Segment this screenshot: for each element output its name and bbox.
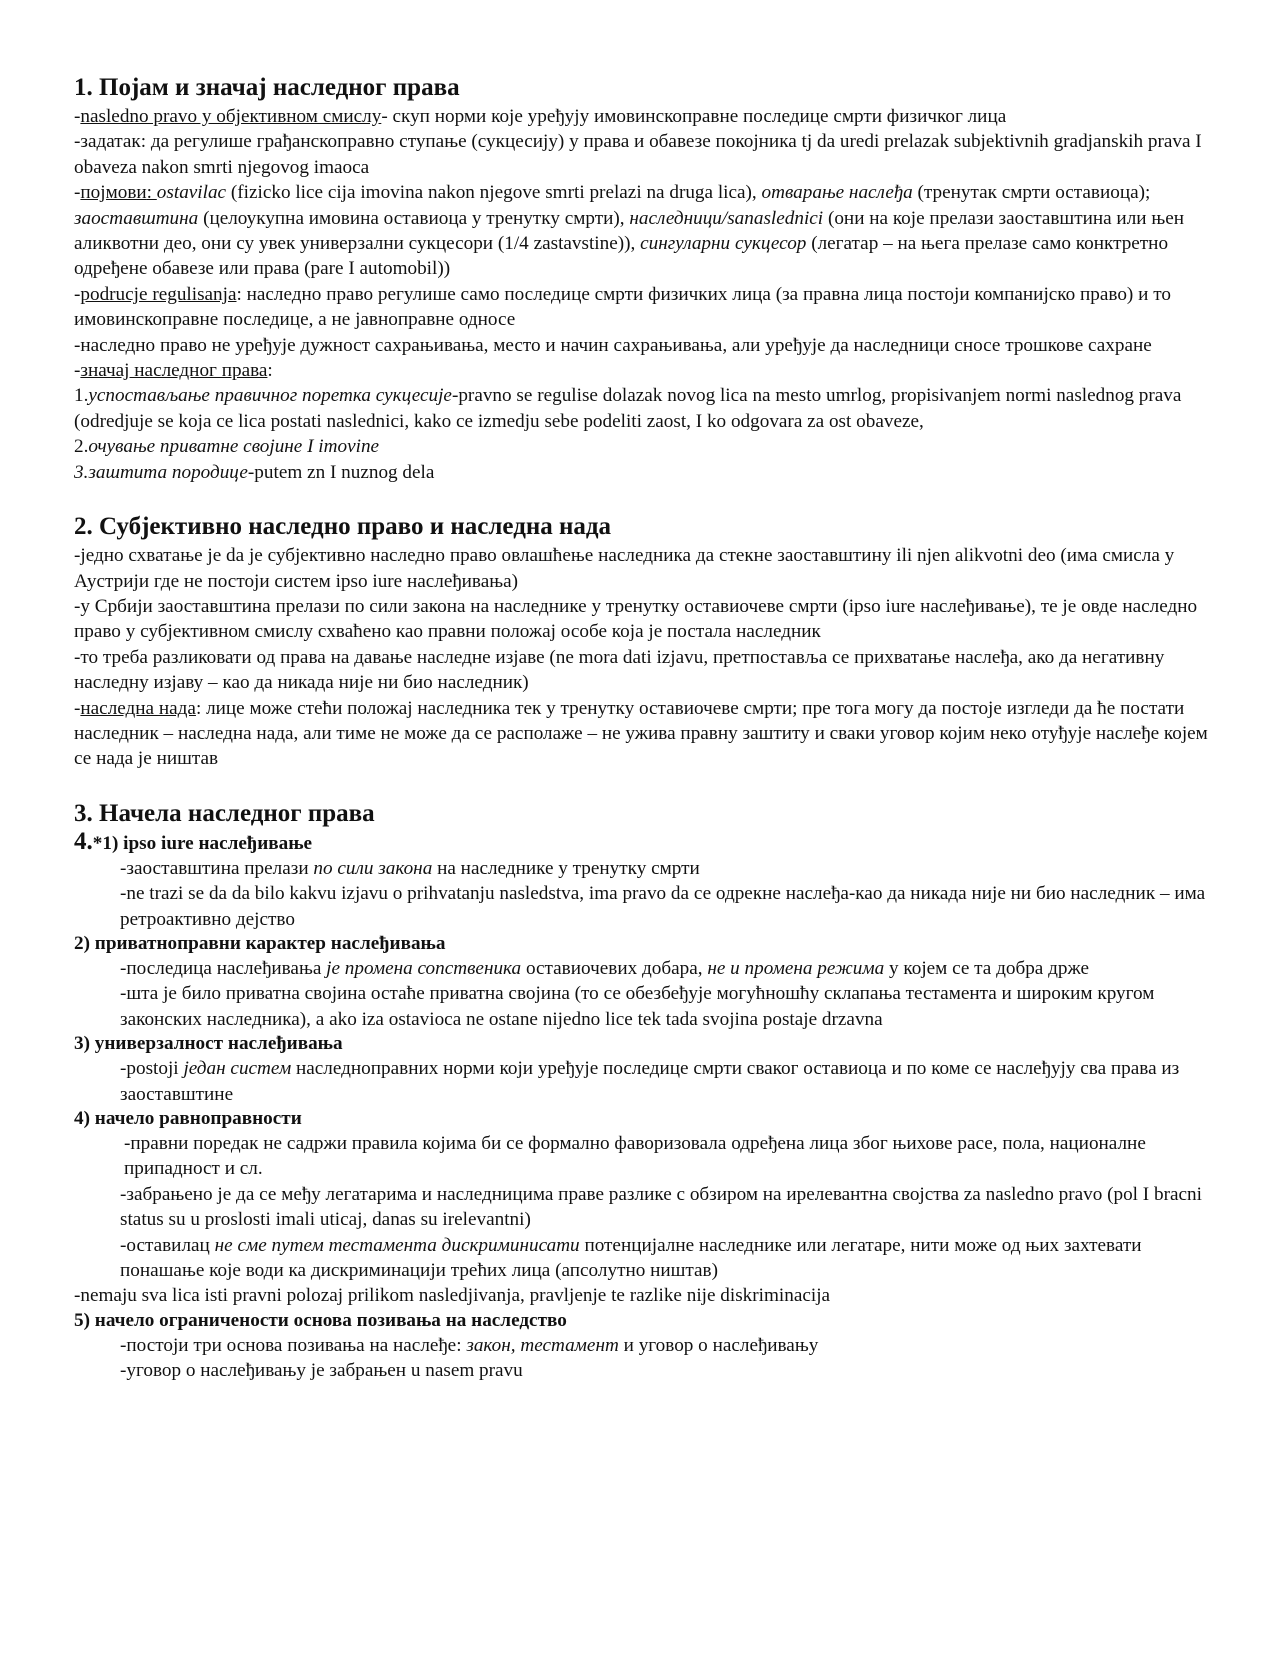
- principle-5-heading: 5) начело ограничености основа позивања на наследство: [74, 1309, 567, 1331]
- s1-paragraph-task: -задатак: да регулише грађанскоправно ступање (сукцесију) у права и обавезе покојника tj da uredi prelazak subjektivnih gradjanskih prava I obaveza nakon smrti njegovog imaoca: [74, 131, 1202, 178]
- principle-4-item-3: -оставилац не сме путем тестамента дискриминисати потенцијалне наследнике или легатаре, нити може од њих захтевати понашање које води ка дискриминацији трећих лица (апсолутно ништав): [120, 1234, 1142, 1282]
- principle-4-heading: 4) начело равноправности: [74, 1108, 302, 1129]
- s1-paragraph-terms: -појмови: ostavilac (fizicko lice cija imovina nakon njegove smrti prelazi na druga lica), отварање наслеђа (тренутак смрти оставиоца); заоставштина (целоукупна имовина оставиоца у тренутку смрти), наследници/sanaslednici (они на које прелази заоставштина или њен аликвотни део, они су увек универзални сукцесори (1/4 zastavstine)), сингуларни сукцесор (легатар – на њега прелазе само конктретно одређене обавезе или права (pare I automobil)): [74, 182, 1184, 280]
- s1-paragraph-scope: -podrucje regulisanja: наследно право регулише само последице смрти физичких лица (за правна лица постоји компанијско право) и то имовинскоправне последице, а не јавноправне односе: [74, 283, 1171, 331]
- s1-paragraph-burial: -наследно право не уређује дужност сахрањивања, место и начин сахрањивања, али уређује да наследници сносе трошкове сахране: [74, 334, 1152, 356]
- principle-3-item-1: -postoji један систем наследноправних норми који уређује последице смрти сваког оставиоца и по коме се наслеђују сва права из заоставштине: [120, 1058, 1180, 1105]
- principle-3-heading: 3) универзалност наслеђивања: [74, 1033, 343, 1055]
- s2-paragraph-2: -у Србији заоставштина прелази по сили закона на наследнике у тренутку оставиочеве смрти (ipso iure наслеђивање), те је овде наследно право у субјективном смислу схваћено као правни положај особе која је постала наследник: [74, 595, 1198, 643]
- principle-4-item-2: -забрањено је да се међу легатарима и наследницима праве разлике с обзиром на ирелевантна својства za nasledno pravo (pol I bracni status su u proslosti imali uticaj, danas su irelevantni): [120, 1183, 1202, 1231]
- principle-4-item-1: -правни поредак не садржи правила којима би се формално фаворизовала одређена лица због њихове расе, пола, националне припадност и сл.: [124, 1133, 1146, 1180]
- s1-list-item-2: 2.очување приватне својине I imovine: [74, 436, 380, 458]
- s2-paragraph-3: -то треба разликовати од права на давање наследне изјаве (ne mora dati izjavu, претпоставља се прихватање наслеђа, ако да негативну наследну изјаву – као да никада није ни био наследник): [74, 646, 1165, 694]
- section-3-heading: 3. Начела наследног права: [74, 799, 375, 827]
- s1-paragraph-significance: -значај наследног права:: [74, 360, 273, 382]
- s1-list-item-1: 1.успостављање правичног поретка сукцесије-pravno se regulise dolazak novog lica na mesto umrlog, propisivanjem normi naslednog prava (odredjuje se koja ce lica postati naslednici, kako ce izmedju sebe podeliti zaost, I ko odgovara za ost obaveze,: [74, 385, 1182, 432]
- principle-2-item-1: -последица наслеђивања је промена сопственика оставиочевих добара, не и промена режима у којем се та добра држе: [120, 957, 1090, 979]
- principle-2-heading: 2) приватноправни карактер наслеђивања: [74, 932, 446, 954]
- principle-1-heading: 4.*1) ipso iure наслеђивање: [74, 827, 313, 855]
- section-2-heading: 2. Субјективно наследно право и наследна нада: [74, 513, 612, 541]
- principle-2-item-2: -шта је било приватна својина остаће приватна својина (то се обезбеђује могућношћу склапања тестамента и широким кругом законских наследника), а ako iza ostavioca ne ostane nijedno lice tek tada svojina postaje drzavna: [120, 983, 1155, 1030]
- document-page: [74, 72, 1214, 1384]
- principle-5-item-2: -уговор о наслеђивању је забрањен u nasem pravu: [120, 1360, 523, 1382]
- principle-1-item-1: -заоставштина прелази по сили закона на наследнике у тренутку смрти: [120, 857, 700, 879]
- s2-paragraph-1: -једно схватање је da je субјективно наследно право овлашћење наследника да стекне заоставштину ili njen alikvotni deo (има смисла у Аустрији где не постоји систем ipso iure наслеђивања): [74, 545, 1175, 592]
- s1-paragraph-objective: -nasledno pravo у објективном смислу- скуп норми које уређују имовинскоправне последице смрти физичког лица: [74, 106, 1007, 127]
- principle-4-note: -nemaju sva lica isti pravni polozaj prilikom nasledjivanja, pravljenje te razlike nije diskriminacija: [74, 1285, 831, 1307]
- principle-1-item-2: -ne trazi se da da bilo kakvu izjavu o prihvatanju nasledstva, ima pravo da се одрекне наслеђа-као да никада није ни био наследник – има ретроактивно дејство: [120, 883, 1206, 930]
- s1-list-item-3: 3.заштита породице-putem zn I nuznog dela: [74, 461, 435, 483]
- principle-5-item-1: -постоји три основа позивања на наслеђе: закон, тестамент и уговор о наслеђивању: [120, 1334, 819, 1356]
- s2-paragraph-hope: -наследна нада: лице може стећи положај наследника тек у тренутку оставиочеве смрти; пре тога могу да постоје изгледи да ће постати наследник – наследна нада, али тиме не може да се располаже – не ужива правну заштиту и сваки уговор којим неко отуђује наслеђе којем се нада је ништав: [74, 697, 1208, 770]
- section-1-heading: 1. Појам и значај наследног права: [74, 74, 460, 101]
